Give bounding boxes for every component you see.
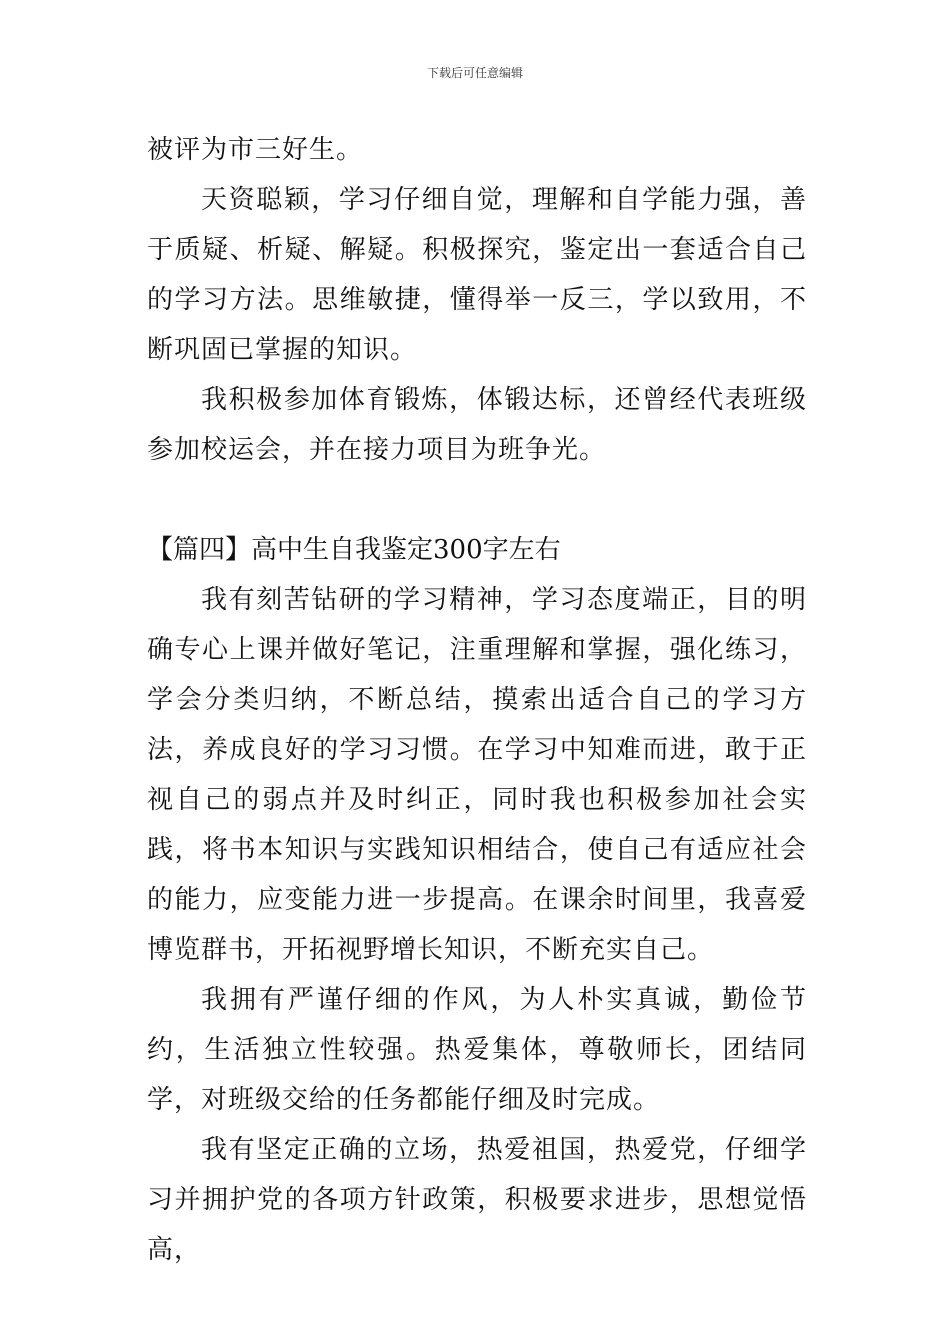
paragraph-study-ability: 天资聪颖，学习仔细自觉，理解和自学能力强，善于质疑、析疑、解疑。积极探究，鉴定出一套适合自己的学习方法。思维敏捷，懂得举一反三，学以致用，不断巩固已掌握的知识。	[147, 185, 807, 365]
paragraph-character: 我拥有严谨仔细的作风，为人朴实真诚，勤俭节约，生活独立性较强。热爱集体，尊敬师长，团结同学，对班级交给的任务都能仔细及时完成。	[147, 985, 807, 1115]
page-header-note: 下载后可任意编辑	[426, 66, 523, 80]
section-heading: 【篇四】高中生自我鉴定300字左右	[147, 535, 561, 565]
paragraph-sports: 我积极参加体育锻炼，体锻达标，还曾经代表班级参加校运会，并在接力项目为班争光。	[147, 385, 807, 465]
paragraph-political-stance: 我有坚定正确的立场，热爱祖国，热爱党，仔细学习并拥护党的各项方针政策，积极要求进步，思想觉悟高，	[147, 1135, 807, 1265]
paragraph-study-spirit: 我有刻苦钻研的学习精神，学习态度端正，目的明确专心上课并做好笔记，注重理解和掌握，强化练习，学会分类归纳，不断总结，摸索出适合自己的学习方法，养成良好的学习习惯。在学习中知难而进，敢于正视自己的弱点并及时纠正，同时我也积极参加社会实践，将书本知识与实践知识相结合，使自己有适应社会的能力，应变能力进一步提高。在课余时间里，我喜爱博览群书，开拓视野增长知识，不断充实自己。	[147, 585, 807, 965]
paragraph-spacer	[147, 475, 807, 525]
paragraph-continuation: 被评为市三好生。	[147, 135, 364, 165]
document-body	[147, 125, 807, 1275]
